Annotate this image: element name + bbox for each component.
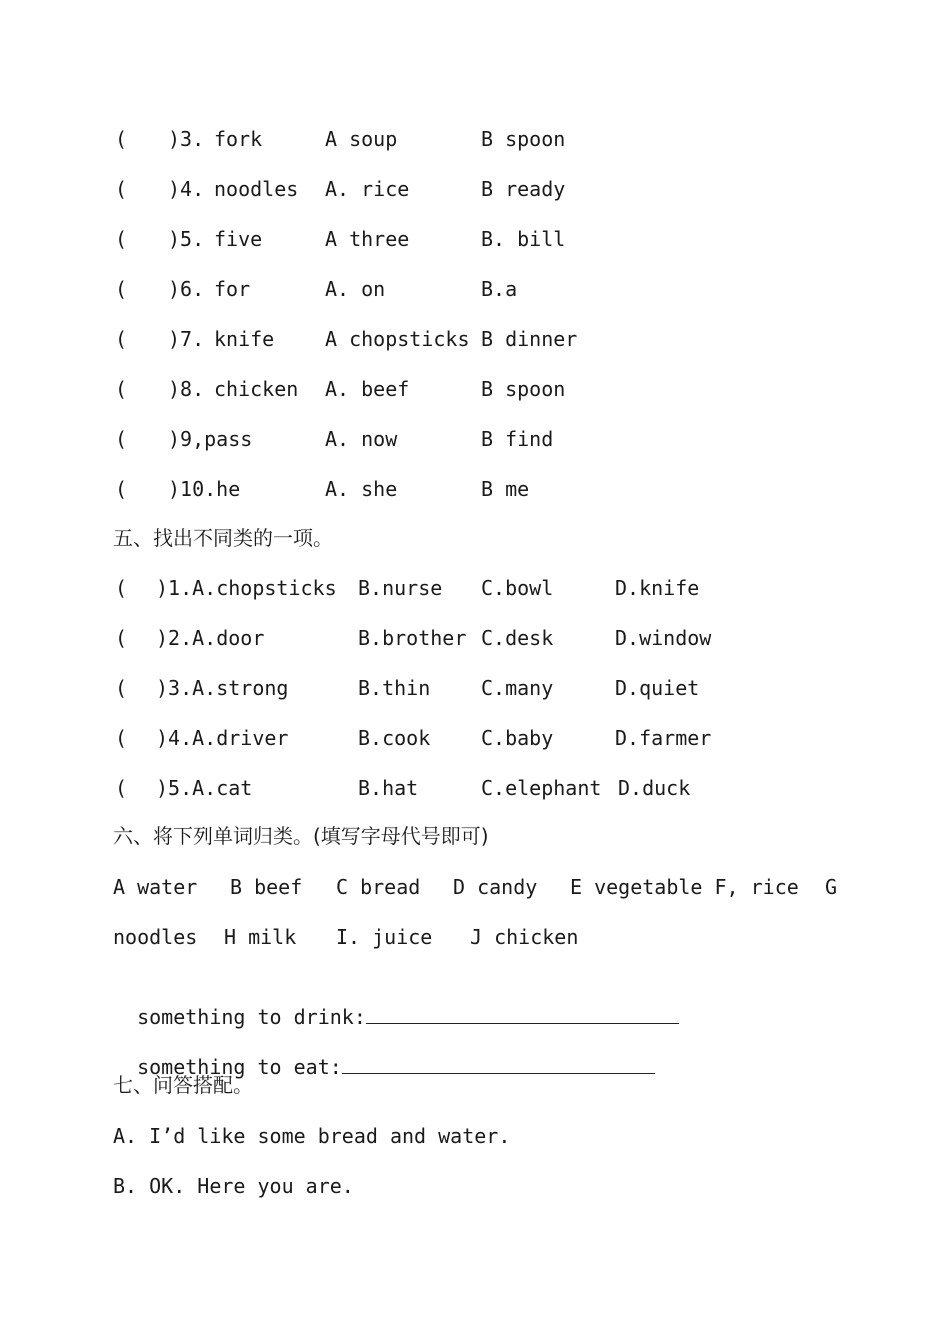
option-a: A soup	[325, 127, 398, 151]
odd-one-out-row	[0, 673, 700, 703]
word-option: H milk	[224, 925, 297, 949]
word-option: noodles	[113, 925, 198, 949]
answer-paren[interactable]: (	[115, 726, 128, 750]
answer-paren[interactable]: (	[115, 127, 128, 151]
answer-paren[interactable]: (	[115, 626, 128, 650]
section-7-title: 七、问答搭配。	[113, 1073, 253, 1097]
item-number: )9,pass	[168, 427, 253, 451]
answer-paren[interactable]: (	[115, 177, 128, 201]
drink-answer-blank[interactable]	[366, 1003, 679, 1024]
match-row	[0, 174, 566, 204]
option-d: D.farmer	[615, 726, 712, 750]
answer-paren[interactable]: (	[115, 327, 128, 351]
odd-one-out-row	[0, 723, 712, 753]
option-c: C.bowl	[481, 576, 554, 600]
section-6-title: 六、将下列单词归类。(填写字母代号即可)	[113, 824, 489, 848]
odd-one-out-row	[0, 623, 712, 653]
item-word: chicken	[214, 377, 299, 401]
option-b: B find	[481, 427, 554, 451]
option-b: B ready	[481, 177, 566, 201]
answer-paren[interactable]: (	[115, 776, 128, 800]
match-row	[0, 424, 554, 454]
option-c: C.elephant	[481, 776, 602, 800]
item-word: for	[214, 277, 251, 301]
option-a: A. rice	[325, 177, 410, 201]
item-number: )10.he	[168, 477, 241, 501]
option-b: B.nurse	[358, 576, 443, 600]
eat-label: something to eat:	[137, 1055, 342, 1079]
drink-label: something to drink:	[137, 1005, 366, 1029]
word-option: E vegetable F, rice	[570, 875, 799, 899]
option-d: D.quiet	[615, 676, 700, 700]
option-b: B.brother	[358, 626, 467, 650]
eat-answer-blank[interactable]	[342, 1053, 655, 1074]
option-a: )4.A.driver	[156, 726, 289, 750]
answer-paren[interactable]: (	[115, 576, 128, 600]
drink-answer-line	[113, 972, 679, 1029]
match-row	[0, 124, 566, 154]
odd-one-out-row	[0, 773, 691, 803]
answer-option-b: B. OK. Here you are.	[113, 1174, 354, 1198]
item-number: )7.	[168, 327, 205, 351]
item-number: )4.	[168, 177, 205, 201]
answer-paren[interactable]: (	[115, 477, 128, 501]
word-option: C bread	[336, 875, 421, 899]
option-a: A. beef	[325, 377, 410, 401]
word-option: D candy	[453, 875, 538, 899]
match-row	[0, 324, 578, 354]
item-number: )6.	[168, 277, 205, 301]
word-option: B beef	[230, 875, 303, 899]
word-option: G	[825, 875, 838, 899]
option-a: A chopsticks	[325, 327, 470, 351]
option-b: B spoon	[481, 377, 566, 401]
option-d: D.duck	[618, 776, 691, 800]
answer-paren[interactable]: (	[115, 277, 128, 301]
item-number: )5.	[168, 227, 205, 251]
section-5-title: 五、找出不同类的一项。	[113, 526, 333, 550]
option-b: B spoon	[481, 127, 566, 151]
word-bank-line-1	[0, 872, 838, 902]
option-a: A. on	[325, 277, 386, 301]
answer-paren[interactable]: (	[115, 227, 128, 251]
item-word: noodles	[214, 177, 299, 201]
item-word: knife	[214, 327, 275, 351]
answer-paren[interactable]: (	[115, 377, 128, 401]
option-a: A. now	[325, 427, 398, 451]
word-option: A water	[113, 875, 198, 899]
match-row	[0, 374, 566, 404]
option-b: B.thin	[358, 676, 431, 700]
option-c: C.baby	[481, 726, 554, 750]
option-d: D.knife	[615, 576, 700, 600]
option-a: A three	[325, 227, 410, 251]
word-option: I. juice	[336, 925, 433, 949]
item-number: )8.	[168, 377, 205, 401]
item-word: fork	[214, 127, 263, 151]
word-bank-line-2	[0, 922, 579, 952]
match-row	[0, 224, 566, 254]
option-b: B dinner	[481, 327, 578, 351]
option-a: A. she	[325, 477, 398, 501]
item-number: )3.	[168, 127, 205, 151]
answer-paren[interactable]: (	[115, 676, 128, 700]
option-c: C.many	[481, 676, 554, 700]
option-b: B.cook	[358, 726, 431, 750]
option-a: )1.A.chopsticks	[156, 576, 337, 600]
option-b: B me	[481, 477, 530, 501]
option-a: )2.A.door	[156, 626, 265, 650]
match-row	[0, 474, 530, 504]
odd-one-out-row	[0, 573, 700, 603]
option-a: )3.A.strong	[156, 676, 289, 700]
option-b: B.hat	[358, 776, 419, 800]
answer-option-a: A. I’d like some bread and water.	[113, 1124, 511, 1148]
option-c: C.desk	[481, 626, 554, 650]
option-a: )5.A.cat	[156, 776, 253, 800]
option-d: D.window	[615, 626, 712, 650]
word-option: J chicken	[470, 925, 579, 949]
option-b: B. bill	[481, 227, 566, 251]
item-word: five	[214, 227, 263, 251]
option-b: B.a	[481, 277, 518, 301]
answer-paren[interactable]: (	[115, 427, 128, 451]
match-row	[0, 274, 518, 304]
eat-answer-line	[113, 1022, 655, 1079]
